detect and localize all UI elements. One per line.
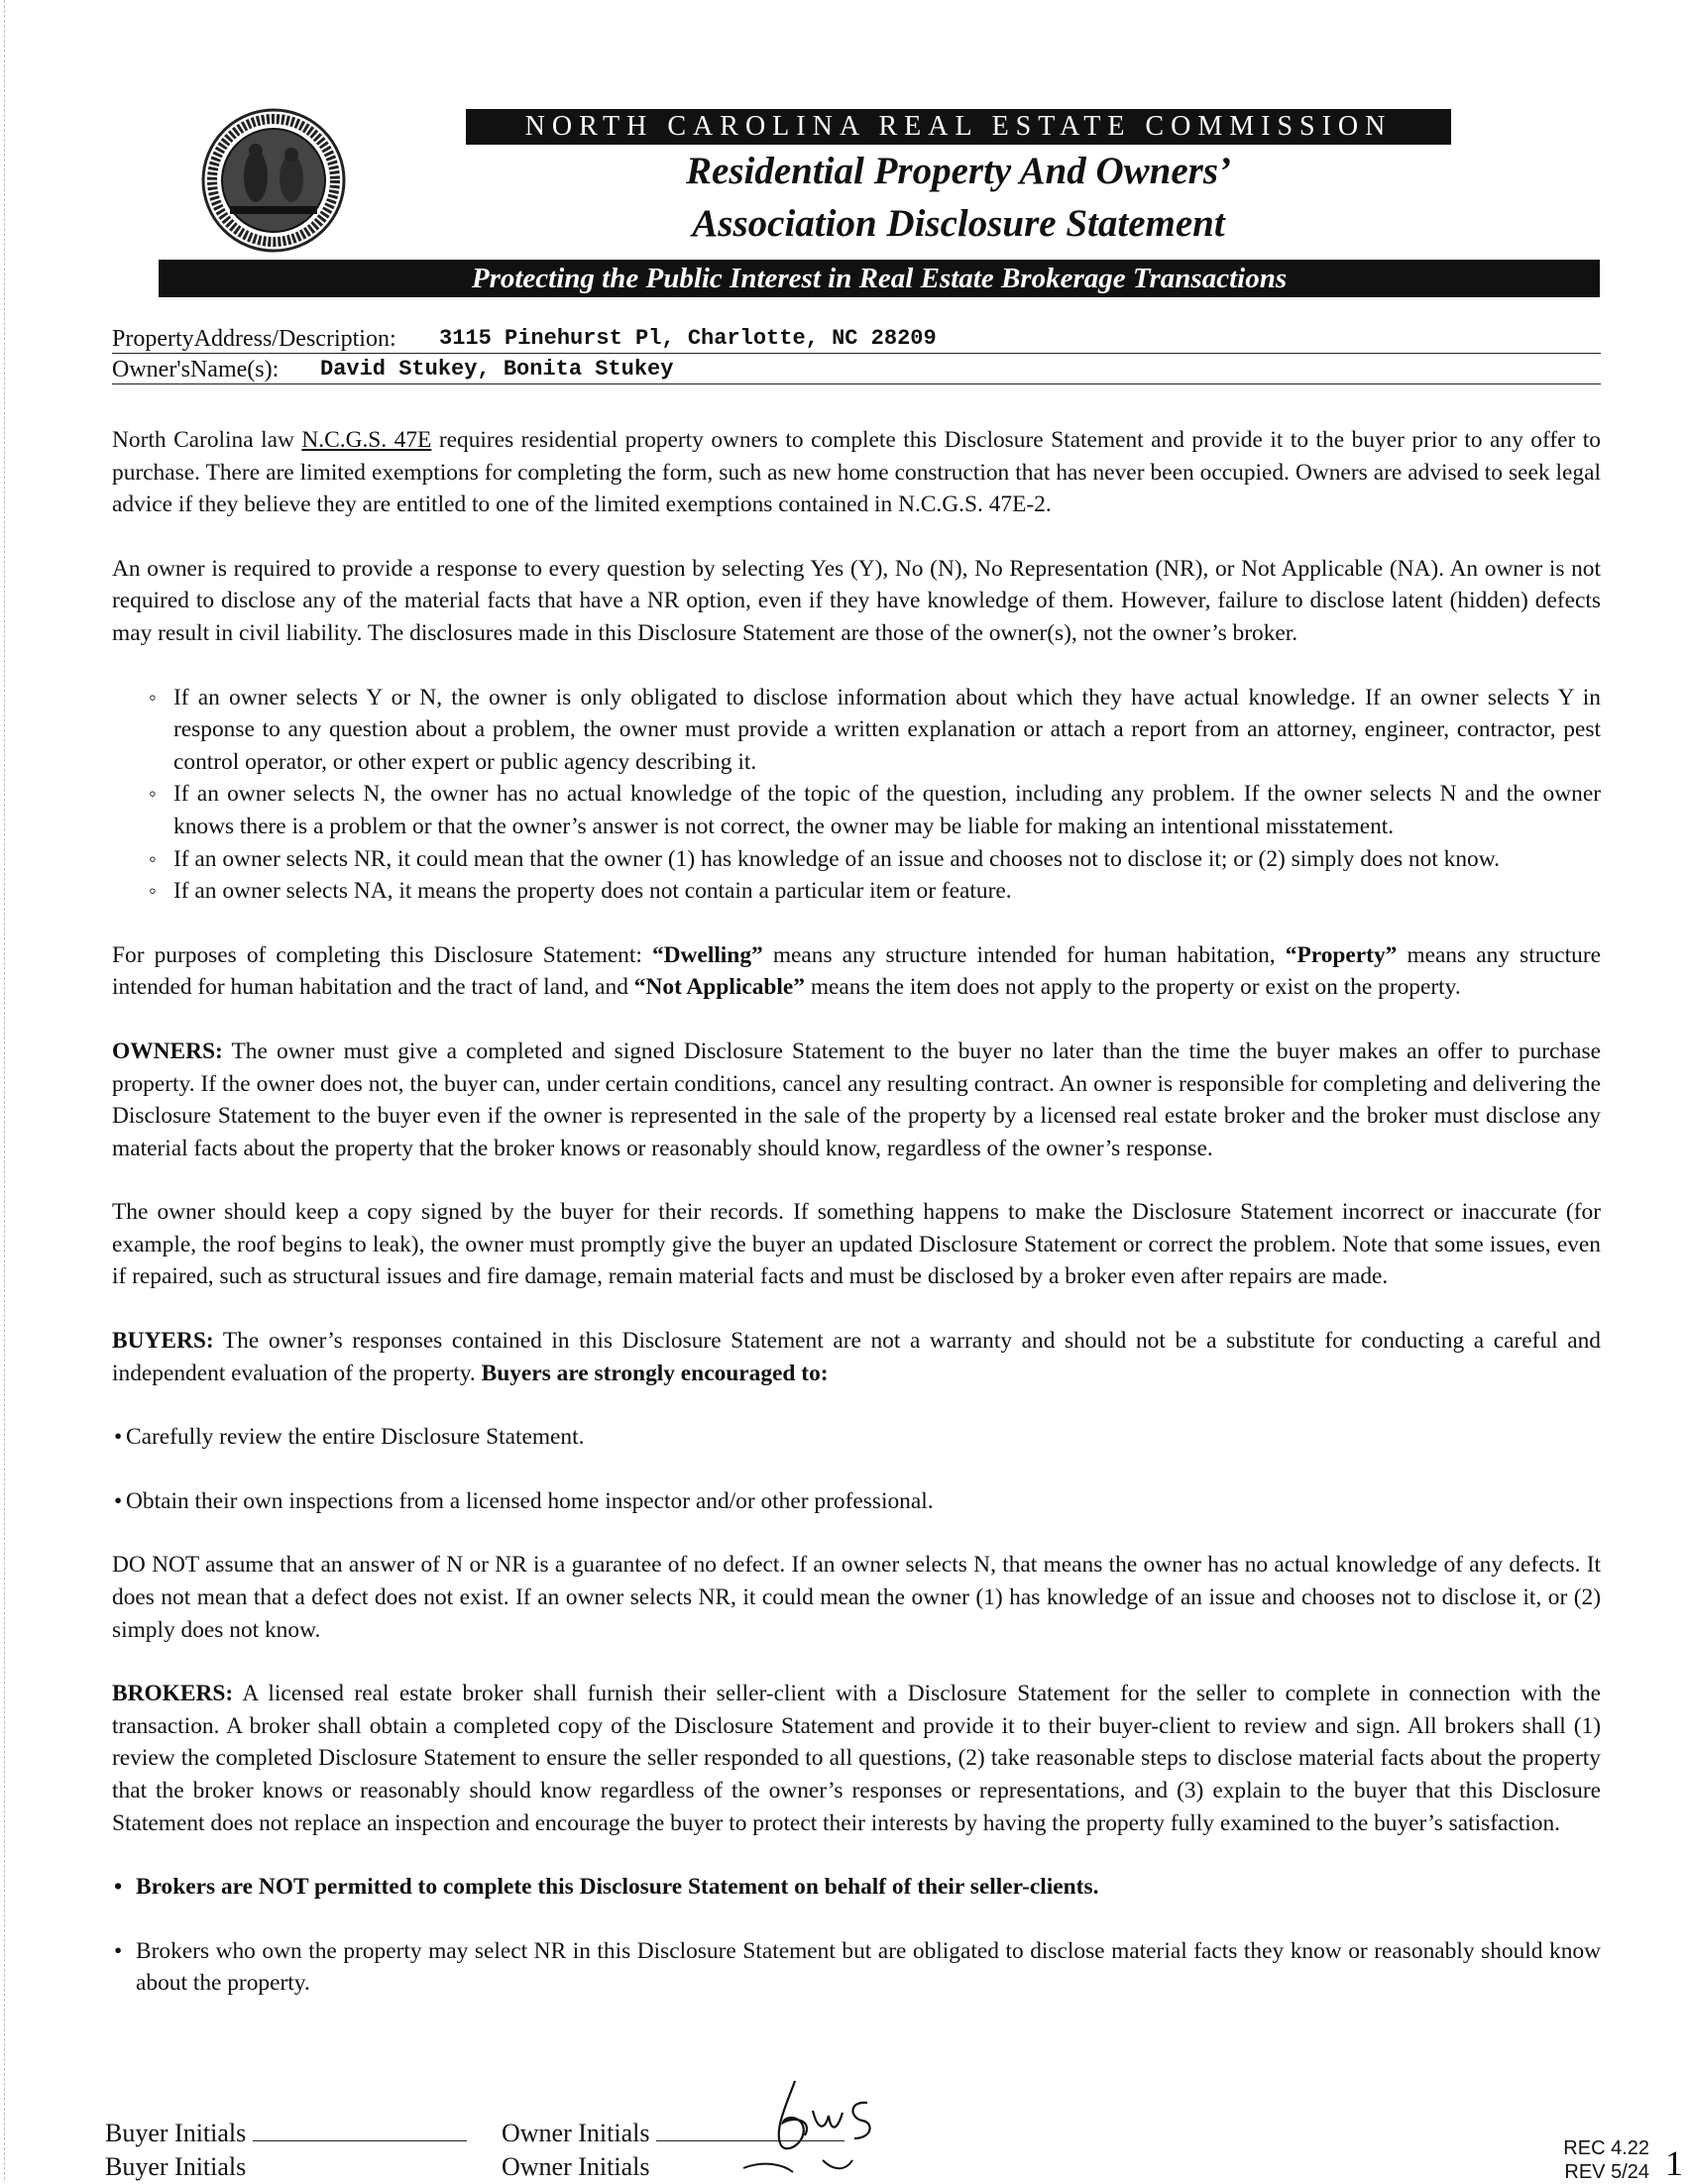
disclosure-body <box>112 424 1601 2031</box>
owners-text: The owner must give a completed and signed Disclosure Statement to the buyer no later than the time the buyer makes an offer to purchase property. If the owner does not, the buyer can, under certain conditions, cancel any resulting contract. An owner is responsible for completing and delivering the Disclosure Statement to the buyer even if the owner is represented in the sale of the property by a licensed real estate broker and the broker must disclose any material facts about the property that the broker knows or reasonably should know, regardless of the owner’s response. <box>112 1037 1601 1161</box>
statute-link[interactable]: N.C.G.S. 47E <box>301 427 432 453</box>
list-item: • Brokers who own the property may select NR in this Disclosure Statement but are obligated to disclose material facts they know or reasonably should know about the property. <box>112 1935 1601 2000</box>
form-rev-date: REV 5/24 <box>1564 2161 1649 2183</box>
owner-initials-2[interactable] <box>502 2152 649 2182</box>
buyers-intro <box>112 1325 1601 1389</box>
list-item: • Carefully review the entire Disclosure Statement. <box>112 1421 1601 1454</box>
intro-paragraph <box>112 424 1601 521</box>
property-address-field[interactable] <box>112 323 1601 354</box>
buyer-initials-label: Buyer Initials <box>105 2152 247 2181</box>
buyer-initials-1[interactable] <box>105 2117 467 2148</box>
definitions-paragraph <box>112 939 1601 1004</box>
owner-initials-label: Owner Initials <box>502 2152 650 2181</box>
brokers-intro <box>112 1678 1601 1839</box>
property-address-label: PropertyAddress/Description: <box>112 326 396 352</box>
intro-text-rest: requires residential property owners to complete this Disclosure Statement and provide it to the buyer prior to any offer to purchase. There are limited exemptions for completing the form, such as new home construction that has never been occupied. Owners are advised to seek legal advice if they believe they are entitled to one of the limited exemptions contained in N.C.G.S. 47E-2. <box>112 427 1601 518</box>
list-item: ◦ If an owner selects Y or N, the owner is only obligated to disclose information about which they have actual knowledge. If an owner selects Y in response to any question about a problem, the owner must provide a written explanation or attach a report from an attorney, engineer, contractor, pest control operator, or other expert or public agency describing it. <box>173 682 1601 779</box>
buyers-text: The owner’s responses contained in this Disclosure Statement are not a warranty and should not be a substitute for conducting a careful and independent evaluation of the property. <box>112 1328 1601 1386</box>
scan-edge-line <box>4 0 6 2180</box>
form-title-line2: Association Disclosure Statement <box>692 202 1225 245</box>
response-options-list <box>112 682 1601 908</box>
buyers-warning: DO NOT assume that an answer of N or NR is a guarantee of no defect. If an owner selects N, that means the owner has no actual knowledge of any defects. It does not mean that a defect does not exist. If an owner selects NR, it could mean the owner (1) has knowledge of an issue and chooses not to disclose it, or (2) simply does not know. <box>112 1552 1601 1643</box>
owner-initials-label: Owner Initials <box>502 2119 650 2147</box>
list-item: ◦ If an owner selects N, the owner has no actual knowledge of the topic of the question, including any problem. If the owner selects N and the owner knows there is a problem or that the owner’s answer is not correct, the owner may be liable for making an intentional misstatement. <box>173 778 1601 842</box>
list-item: • Brokers are NOT permitted to complete this Disclosure Statement on behalf of their seller-clients. <box>112 1871 1601 1904</box>
definitions-text: means the item does not apply to the property or exist on the property. <box>804 974 1461 1001</box>
buyers-encouraged: Buyers are strongly encouraged to: <box>481 1360 829 1386</box>
buyer-initials-line[interactable] <box>253 2117 467 2141</box>
update-paragraph: The owner should keep a copy signed by the buyer for their records. If something happens to make the Disclosure Statement incorrect or inaccurate (for example, the roof begins to leak), the owner must promptly give the buyer an updated Disclosure Statement or correct the problem. Note that some issues, even if repaired, such as structural issues and fire damage, remain material facts and must be disclosed by a broker even after repairs are made. <box>112 1199 1601 1290</box>
brokers-section <box>112 1678 1601 2000</box>
form-revision <box>1563 2136 1649 2184</box>
intro-text-start: North Carolina law <box>112 427 302 453</box>
buyer-initials-label: Buyer Initials <box>105 2119 247 2147</box>
commission-seal-icon <box>200 107 347 254</box>
owners-heading: OWNERS: <box>112 1037 223 1064</box>
buyer-initials-2[interactable] <box>105 2152 246 2182</box>
buyers-section <box>112 1325 1601 1646</box>
brokers-text: A licensed real estate broker shall furnish their seller-client with a Disclosure Statement for the seller to complete in connection with the transaction. A broker shall obtain a completed copy of the Disclosure Statement and provide it to their buyer-client to review and sign. All brokers shall (1) review the completed Disclosure Statement to ensure the seller responded to all questions, (2) take reasonable steps to disclose material facts about the property that the broker knows or reasonably should know regardless of the owner’s responses or representations, and (3) explain to the buyer that this Disclosure Statement does not replace an inspection and encourage the buyer to protect their interests by having the property fully examined to the buyer’s satisfaction. <box>112 1681 1601 1836</box>
brokers-heading: BROKERS: <box>112 1681 234 1707</box>
commission-banner: NORTH CAROLINA REAL ESTATE COMMISSION <box>466 109 1451 145</box>
definitions-text: For purposes of completing this Disclosure Statement: <box>112 941 652 968</box>
list-item: • Obtain their own inspections from a licensed home inspector and/or other professional. <box>112 1485 1601 1518</box>
form-title-line1: Residential Property And Owners’ <box>686 150 1231 192</box>
term-not-applicable: “Not Applicable” <box>633 974 805 1001</box>
form-code: REC 4.22 <box>1563 2137 1649 2159</box>
definitions-text: means any structure intended for human habitation, <box>762 941 1286 968</box>
owner-names-value[interactable]: David Stukey, Bonita Stukey <box>320 357 674 382</box>
owners-section <box>112 1036 1601 1164</box>
term-dwelling: “Dwelling” <box>651 941 763 968</box>
owner-signature-initials <box>733 2061 932 2180</box>
definitions-text: means any structure intended for human habitation and the tract of land, and <box>112 941 1602 1001</box>
property-address-value[interactable]: 3115 Pinehurst Pl, Charlotte, NC 28209 <box>439 326 937 351</box>
list-item: ◦ If an owner selects NA, it means the property does not contain a particular item or feature. <box>173 875 1601 908</box>
buyers-heading: BUYERS: <box>112 1328 214 1355</box>
owner-names-field[interactable] <box>112 354 1601 384</box>
response-paragraph: An owner is required to provide a response to every question by selecting Yes (Y), No (N), No Representation (NR), or Not Applicable (NA). An owner is not required to disclose any of the material facts that have a NR option, even if they have knowledge of them. However, failure to disclose latent (hidden) defects may result in civil liability. The disclosures made in this Disclosure Statement are those of the owner(s), not the owner’s broker. <box>112 555 1601 646</box>
page-number: 1 <box>1665 2143 1683 2183</box>
owner-names-label: Owner'sName(s): <box>112 357 280 382</box>
list-item: ◦ If an owner selects NR, it could mean that the owner (1) has knowledge of an issue and chooses not to disclose it; or (2) simply does not know. <box>173 843 1601 876</box>
tagline-banner: Protecting the Public Interest in Real Estate Brokerage Transactions <box>159 260 1600 297</box>
term-property: “Property” <box>1285 941 1398 968</box>
